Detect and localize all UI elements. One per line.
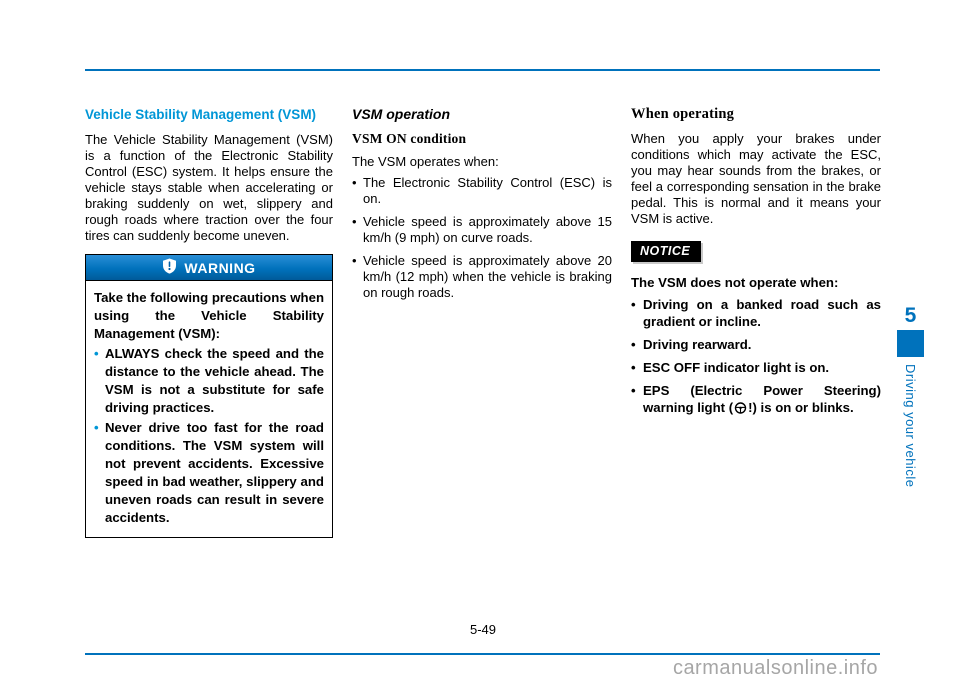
vsm-operates-intro: The VSM operates when: — [352, 154, 499, 169]
list-item: • Driving on a banked road such as gradient or incline. — [631, 296, 881, 330]
warning-box — [85, 254, 333, 538]
list-item: • Driving rearward. — [631, 336, 881, 353]
when-operating-paragraph: When you apply your brakes under conditions which may activate the ESC, you may hear sounds from the brakes, or feel a corresponding sensation in the brake pedal. This is normal and it means your VSM is active. — [631, 131, 881, 226]
list-item: • ESC OFF indicator light is on. — [631, 359, 881, 376]
warning-box-header — [85, 254, 333, 281]
list-item: • Vehicle speed is approximately above 15 km/h (9 mph) on curve roads. — [352, 214, 612, 246]
warning-bullet-list — [94, 345, 324, 527]
warning-shield-icon — [162, 258, 177, 277]
bottom-rule — [85, 653, 880, 655]
right-column — [631, 106, 881, 538]
top-rule — [85, 69, 880, 71]
list-item: • The Electronic Stability Control (ESC) is on. — [352, 175, 612, 207]
vsm-condition-list — [352, 175, 612, 301]
warning-intro: Take the following precautions when using the Vehicle Stability Management (VSM): — [94, 290, 324, 341]
vsm-not-operate-intro: The VSM does not operate when: — [631, 275, 839, 290]
section-heading-vsm: Vehicle Stability Management (VSM) — [85, 107, 317, 122]
subsection-heading-vsm-operation: VSM operation — [352, 106, 451, 122]
warning-box-body — [85, 281, 333, 538]
watermark: carmanualsonline.info — [672, 657, 878, 679]
notice-badge: NOTICE — [631, 241, 701, 262]
chapter-tab-square — [897, 330, 924, 357]
vsm-intro-paragraph: The Vehicle Stability Management (VSM) is a function of the Electronic Stability Control (ESC) system. It helps ensure the vehicle stays stable when accelerating or braking suddenly on wet, slippery and rough roads where traction over the four tires can suddenly become uneven. — [85, 132, 333, 243]
middle-column — [352, 106, 612, 538]
chapter-title-vertical: Driving your vehicle — [903, 364, 918, 488]
left-column — [85, 106, 333, 538]
warning-title: WARNING — [184, 259, 256, 276]
vsm-not-operate-list — [631, 296, 881, 418]
list-item: • EPS (Electric Power Steering) warning light ( !) is on or blinks. — [631, 382, 881, 418]
list-item: • ALWAYS check the speed and the distance to the vehicle ahead. The VSM is not a substitute for safe driving practices. — [94, 345, 324, 417]
subheading-vsm-on-condition: VSM ON condition — [352, 131, 467, 146]
content-columns — [85, 106, 881, 538]
subheading-when-operating: When operating — [631, 106, 735, 122]
eps-steering-warning-icon — [734, 401, 747, 418]
page-number: 5-49 — [469, 622, 497, 637]
chapter-number: 5 — [904, 304, 917, 327]
list-item: • Vehicle speed is approximately above 20 km/h (12 mph) when the vehicle is braking on rough roads. — [352, 253, 612, 301]
list-item: • Never drive too fast for the road conditions. The VSM system will not prevent accidents. Excessive speed in bad weather, slippery and uneven roads can result in severe accidents. — [94, 419, 324, 527]
chapter-marker — [897, 305, 924, 487]
